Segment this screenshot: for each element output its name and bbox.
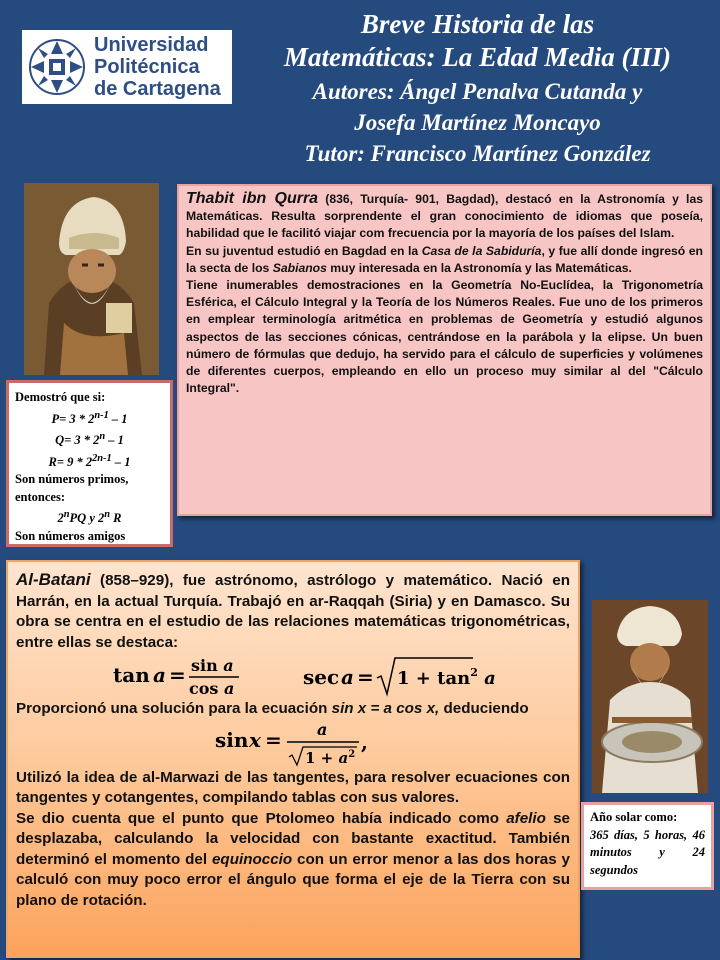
svg-text:=: = xyxy=(356,665,374,689)
formula-pair xyxy=(15,506,164,528)
thabit-text: muy interesada en la Astronomía y las Matemáticas. xyxy=(326,260,632,275)
solar-title: Año solar como: xyxy=(590,810,678,824)
formula-text: Q= 3 * 2 xyxy=(55,433,100,448)
thabit-text: (836, Turquía- 901, Bagdad), destacó en la Astronomía y las Matemáticas. Resulta sorprendente el gran conocimiento de idiomas que poseía, habilidad que le facilitó viajar com frecuencia por la mayoría de los países del Islam. xyxy=(186,192,703,241)
formula-exponent: n xyxy=(63,509,70,521)
sin-formula xyxy=(213,721,373,767)
formula-r xyxy=(15,450,164,472)
formula-text: PQ y 2 xyxy=(69,511,105,526)
formula-text: 2 xyxy=(57,511,64,526)
logo-wordmark xyxy=(94,34,221,100)
svg-text:=: = xyxy=(265,727,282,752)
tan-sec-formulas xyxy=(16,653,570,699)
tutor-line: Tutor: Francisco Martínez González xyxy=(304,141,651,166)
svg-text:1 + tan2 a: $1 + \tan^2 a$ xyxy=(396,666,496,689)
authors-line: Autores: Ángel Penalva Cutanda y xyxy=(312,79,643,104)
svg-text:a: a xyxy=(317,719,328,739)
formula-text: – 1 xyxy=(108,411,128,426)
logo-line: Universidad xyxy=(94,34,209,56)
batani-emphasis: equinoccio xyxy=(211,850,293,868)
formula-q xyxy=(15,428,164,450)
batani-text: con un error menor a las dos horas y calculó con muy poco error el ángulo que forma el eje de la Tierra con su plano de rotación. xyxy=(16,850,570,909)
sec-label: sec xyxy=(302,665,339,689)
formula-exponent: 2n-1 xyxy=(92,452,112,464)
formula-exponent: n-1 xyxy=(94,409,109,421)
demo-middle: Son números primos, entonces: xyxy=(15,472,129,504)
svg-text:=: = xyxy=(168,663,186,687)
batani-paragraph xyxy=(16,809,570,912)
svg-text:x: x xyxy=(249,727,261,752)
batani-text: deduciendo xyxy=(439,700,529,717)
sin-formula-row xyxy=(16,720,570,768)
batani-text: Se dio cuenta que el punto que Ptolomeo había indicado como xyxy=(16,809,507,827)
al-batani-portrait-image xyxy=(592,600,708,793)
formula-text: – 1 xyxy=(111,454,131,469)
svg-text:cos a: cos a xyxy=(188,679,234,698)
svg-text:sin a: sin a xyxy=(190,656,234,675)
svg-text:a: a xyxy=(152,663,166,687)
svg-text:a: a xyxy=(340,665,354,689)
thabit-text: , y fue allí donde ingresó en la secta de los xyxy=(186,243,703,275)
logo-line: Politécnica xyxy=(94,56,200,78)
thabit-biography-box xyxy=(177,184,712,516)
solar-year-box xyxy=(581,802,714,890)
poster-header xyxy=(240,8,715,167)
thabit-emphasis: Casa de la Sabiduría xyxy=(421,243,542,258)
university-logo xyxy=(22,30,232,104)
solar-text: 365 días, 5 horas, 46 minutos y 24 segundos xyxy=(590,827,705,877)
thabit-portrait-image xyxy=(24,183,159,375)
demo-end: Son números amigos xyxy=(15,529,126,544)
formula-exponent: n xyxy=(104,509,111,521)
thabit-text: En su juventud estudió en Bagdad en la xyxy=(186,243,422,258)
amicable-numbers-box xyxy=(6,380,173,547)
batani-paragraph xyxy=(16,570,570,653)
batani-text: (858–929), fue astrónomo, astrólogo y matemático. Nació en Harrán, en la actual Turquía. Trabajó en ar-Raqqah (Siria) y en Damasco. Su obra se centra en el estudio de las relaciones matemáticas trigonométricas, entre ellas se destaca: xyxy=(16,572,570,651)
batani-emphasis: sin x = a cos x, xyxy=(331,700,440,717)
sec-formula xyxy=(301,654,496,698)
formula-text: R xyxy=(110,511,122,526)
formula-exponent: n xyxy=(99,431,106,443)
formula-p xyxy=(15,407,164,429)
sin-label: sin xyxy=(215,727,249,752)
thabit-paragraph: Tiene inumerables demostraciones en la Geometría No-Euclídea, la Trigonometría Esférica, el Cálculo Integral y la Teoría de los Números Reales. Fue uno de los primeros en emplear terminología aritmética en problemas de Geometría y estudió algunos aspectos de las secciones cónicas, centrándose en la parábola y la elipse. Un buen número de fórmulas que dedujo, ha servido para el cálculo de superficies y volúmenes de diferentes cuerpos, empleando en ello un proceso muy similar al del "Cálculo Integral". xyxy=(186,278,703,396)
svg-text:1 + a2: $1 + a^2$ xyxy=(305,748,356,767)
tan-label: tan xyxy=(112,663,150,687)
upct-emblem-icon xyxy=(28,38,86,96)
batani-paragraph: Utilizó la idea de al-Marwazi de las tangentes, para resolver ecuaciones con tangentes y cotangentes, compilando tablas con sus valores. xyxy=(16,768,570,806)
thabit-paragraph xyxy=(186,190,703,243)
sin-comma: , xyxy=(361,729,368,754)
logo-line: de Cartagena xyxy=(94,78,221,100)
authors-line: Josefa Martínez Moncayo xyxy=(354,110,601,135)
formula-text: – 1 xyxy=(105,433,124,448)
title-line: Matemáticas: La Edad Media (III) xyxy=(284,42,671,72)
formula-text: P= 3 * 2 xyxy=(51,411,95,426)
thabit-name: Thabit ibn Qurra xyxy=(186,190,319,207)
al-batani-biography-box xyxy=(6,560,580,958)
thabit-paragraph xyxy=(186,243,703,277)
thabit-emphasis: Sabianos xyxy=(272,260,327,275)
batani-name: Al-Batani xyxy=(16,570,91,589)
batani-emphasis: afelio xyxy=(506,809,546,827)
tan-formula xyxy=(111,654,241,698)
batani-text: se desplazaba, calculando la velocidad con bastante exactitud. También determinó el momento del xyxy=(16,809,570,868)
batani-text: Proporcionó una solución para la ecuación xyxy=(16,700,332,717)
batani-paragraph xyxy=(16,699,570,720)
demo-intro: Demostró que si: xyxy=(15,390,106,404)
title-line: Breve Historia de las xyxy=(360,9,595,39)
formula-text: R= 9 * 2 xyxy=(48,454,93,469)
